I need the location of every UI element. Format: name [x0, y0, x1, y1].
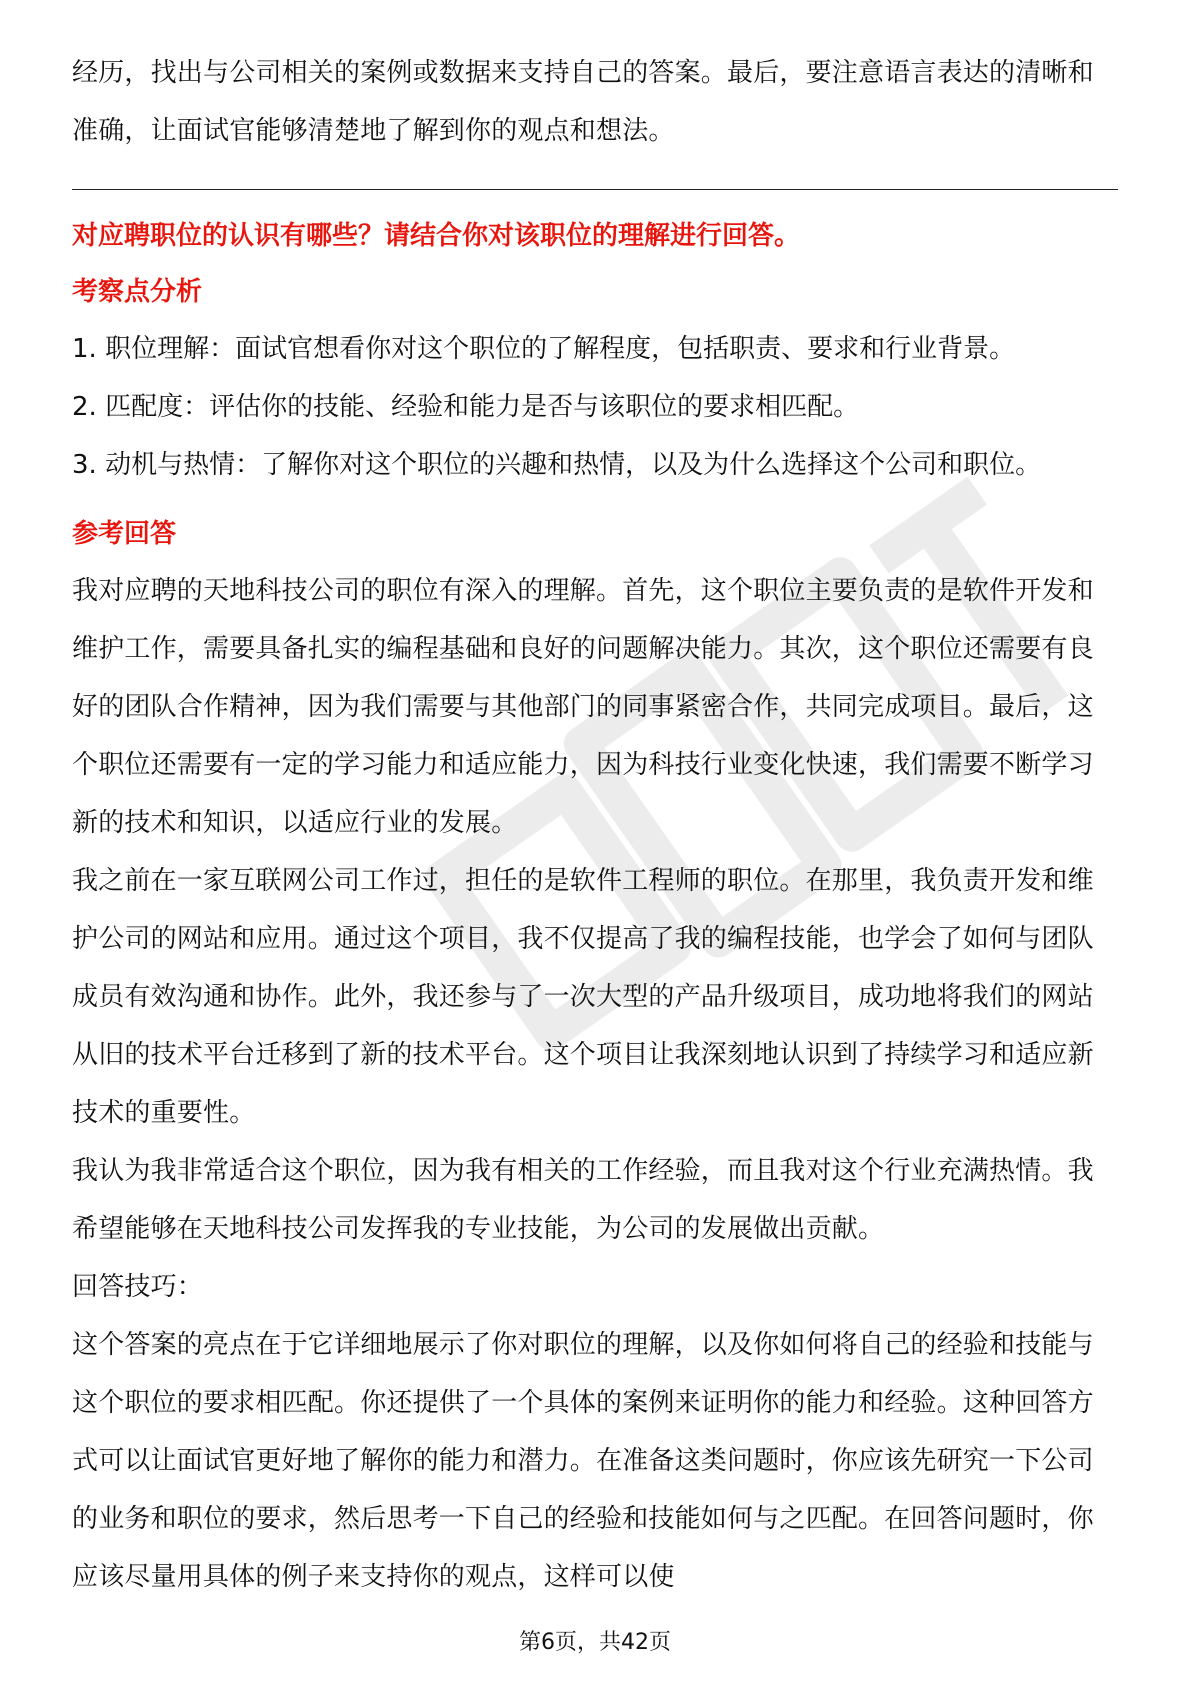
- reference-paragraph-3: 我认为我非常适合这个职位，因为我有相关的工作经验，而且我对这个行业充满热情。我希望能够在天地科技公司发挥我的专业技能，为公司的发展做出贡献。: [72, 1156, 1094, 1244]
- page-content: [72, 44, 1118, 1606]
- reference-paragraph-2: 我之前在一家互联网公司工作过，担任的是软件工程师的职位。在那里，我负责开发和维护公司的网站和应用。通过这个项目，我不仅提高了我的编程技能，也学会了如何与团队成员有效沟通和协作。此外，我还参与了一次大型的产品升级项目，成功地将我们的网站从旧的技术平台迁移到了新的技术平台。这个项目让我深刻地认识到了持续学习和适应新技术的重要性。: [72, 866, 1094, 1128]
- section-divider: [72, 189, 1118, 190]
- page-number-footer: 第6页，共42页: [519, 1630, 671, 1655]
- tips-label: 回答技巧：: [72, 1272, 204, 1302]
- reference-heading: 参考回答: [72, 519, 177, 549]
- analysis-heading: 考察点分析: [72, 277, 203, 307]
- analysis-item-2: 2. 匹配度：评估你的技能、经验和能力是否与该职位的要求相匹配。: [72, 392, 860, 422]
- reference-paragraph-1: 我对应聘的天地科技公司的职位有深入的理解。首先，这个职位主要负责的是软件开发和维护工作，需要具备扎实的编程基础和良好的问题解决能力。其次，这个职位还需要有良好的团队合作精神，因为我们需要与其他部门的同事紧密合作，共同完成项目。最后，这个职位还需要有一定的学习能力和适应能力，因为科技行业变化快速，我们需要不断学习新的技术和知识，以适应行业的发展。: [72, 576, 1094, 838]
- analysis-item-3: 3. 动机与热情：了解你对这个职位的兴趣和热情，以及为什么选择这个公司和职位。: [72, 450, 1042, 480]
- analysis-item-1: 1. 职位理解：面试官想看你对这个职位的了解程度，包括职责、要求和行业背景。: [72, 334, 1016, 364]
- tips-text: 这个答案的亮点在于它详细地展示了你对职位的理解，以及你如何将自己的经验和技能与这个职位的要求相匹配。你还提供了一个具体的案例来证明你的能力和经验。这种回答方式可以让面试官更好地了解你的能力和潜力。在准备这类问题时，你应该先研究一下公司的业务和职位的要求，然后思考一下自己的经验和技能如何与之匹配。在回答问题时，你应该尽量用具体的例子来支持你的观点，这样可以使: [72, 1330, 1094, 1592]
- question-title: 对应聘职位的认识有哪些？请结合你对该职位的理解进行回答。: [72, 221, 801, 251]
- top-paragraph: 经历，找出与公司相关的案例或数据来支持自己的答案。最后，要注意语言表达的清晰和准确，让面试官能够清楚地了解到你的观点和想法。: [72, 58, 1094, 146]
